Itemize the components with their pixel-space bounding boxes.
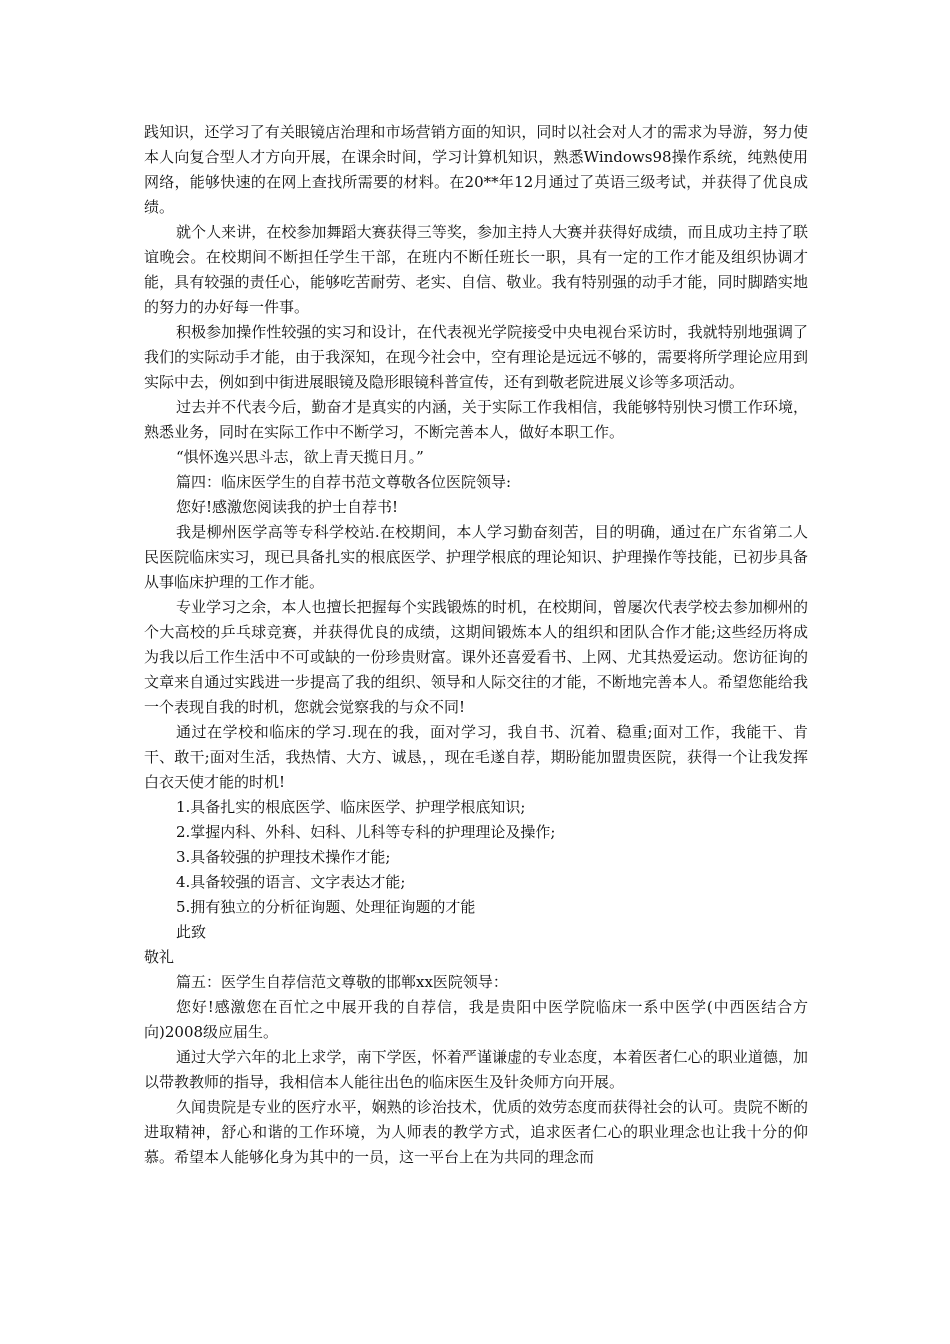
- list-item: 5.拥有独立的分析征询题、处理征询题的才能: [176, 898, 476, 916]
- closing-line: 此致: [176, 923, 207, 941]
- body-paragraph: 您好!感激您在百忙之中展开我的自荐信，我是贵阳中医学院临床一系中医学(中西医结合方向)2008级应届生。: [144, 998, 808, 1041]
- list-item: 3.具备较强的护理技术操作才能;: [176, 848, 391, 866]
- body-paragraph: 过去并不代表今后，勤奋才是真实的内涵，关于实际工作我相信，我能够特别快习惯工作环境，熟悉业务，同时在实际工作中不断学习，不断完善本人，做好本职工作。: [144, 398, 808, 441]
- quote-line: “惧怀逸兴思斗志，欲上青天揽日月。”: [176, 448, 424, 466]
- list-item: 1.具备扎实的根底医学、临床医学、护理学根底知识;: [176, 798, 526, 816]
- body-paragraph: 专业学习之余，本人也擅长把握每个实践锻炼的时机，在校期间，曾屡次代表学校去参加柳州的个大高校的乒乓球竞赛，并获得优良的成绩，这期间锻炼本人的组织和团队合作才能;这些经历将成为我以后工作生活中不可或缺的一份珍贵财富。课外还喜爱看书、上网、尤其热爱运动。您访征询的文章来自通过实践进一步提高了我的组织、领导和人际交往的才能，不断地完善本人。希望您能给我一个表现自我的时机，您就会觉察我的与众不同!: [144, 598, 808, 716]
- closing-salute: 敬礼: [144, 948, 175, 966]
- list-item: 4.具备较强的语言、文字表达才能;: [176, 873, 406, 891]
- body-paragraph: 践知识，还学习了有关眼镜店治理和市场营销方面的知识，同时以社会对人才的需求为导游，努力使本人向复合型人才方向开展，在课余时间，学习计算机知识，熟悉Windows98操作系统，纯熟使用网络，能够快速的在网上查找所需要的材料。在20**年12月通过了英语三级考试，并获得了优良成绩。: [144, 123, 808, 216]
- body-paragraph: 通过大学六年的北上求学，南下学医，怀着严谨谦虚的专业态度，本着医者仁心的职业道德，加以带教教师的指导，我相信本人能往出色的临床医生及针灸师方向开展。: [144, 1048, 808, 1091]
- section-heading: 篇五：医学生自荐信范文尊敬的邯郸xx医院领导：: [176, 973, 508, 991]
- list-item: 2.掌握内科、外科、妇科、儿科等专科的护理理论及操作;: [176, 823, 556, 841]
- body-paragraph: 积极参加操作性较强的实习和设计，在代表视光学院接受中央电视台采访时，我就特别地强调了我们的实际动手才能，由于我深知，在现今社会中，空有理论是远远不够的，需要将所学理论应用到实际中去，例如到中街进展眼镜及隐形眼镜科普宣传，还有到敬老院进展义诊等多项活动。: [144, 323, 808, 391]
- body-paragraph: 久闻贵院是专业的医疗水平，娴熟的诊治技术，优质的效劳态度而获得社会的认可。贵院不断的进取精神，舒心和谐的工作环境，为人师表的教学方式，追求医者仁心的职业理念也让我十分的仰慕。希望本人能够化身为其中的一员，这一平台上在为共同的理念而: [144, 1098, 808, 1166]
- body-paragraph: 我是柳州医学高等专科学校站.在校期间，本人学习勤奋刻苦，目的明确，通过在广东省第二人民医院临床实习，现已具备扎实的根底医学、护理学根底的理论知识、护理操作等技能，已初步具备从事临床护理的工作才能。: [144, 523, 808, 591]
- greeting-line: 您好!感激您阅读我的护士自荐书!: [176, 498, 399, 516]
- section-heading: 篇四：临床医学生的自荐书范文尊敬各位医院领导:: [176, 473, 512, 491]
- body-paragraph: 就个人来讲，在校参加舞蹈大赛获得三等奖，参加主持人大赛并获得好成绩，而且成功主持了联谊晚会。在校期间不断担任学生干部，在班内不断任班长一职，具有一定的工作才能及组织协调才能，具有较强的责任心，能够吃苦耐劳、老实、自信、敬业。我有特别强的动手才能，同时脚踏实地的努力的办好每一件事。: [144, 223, 808, 316]
- body-paragraph: 通过在学校和临床的学习.现在的我，面对学习，我自书、沉着、稳重;面对工作，我能干、肯干、敢干;面对生活，我热情、大方、诚恳，，现在毛遂自荐，期盼能加盟贵医院，获得一个让我发挥白衣天使才能的时机!: [144, 723, 808, 791]
- document-page: [144, 120, 808, 1170]
